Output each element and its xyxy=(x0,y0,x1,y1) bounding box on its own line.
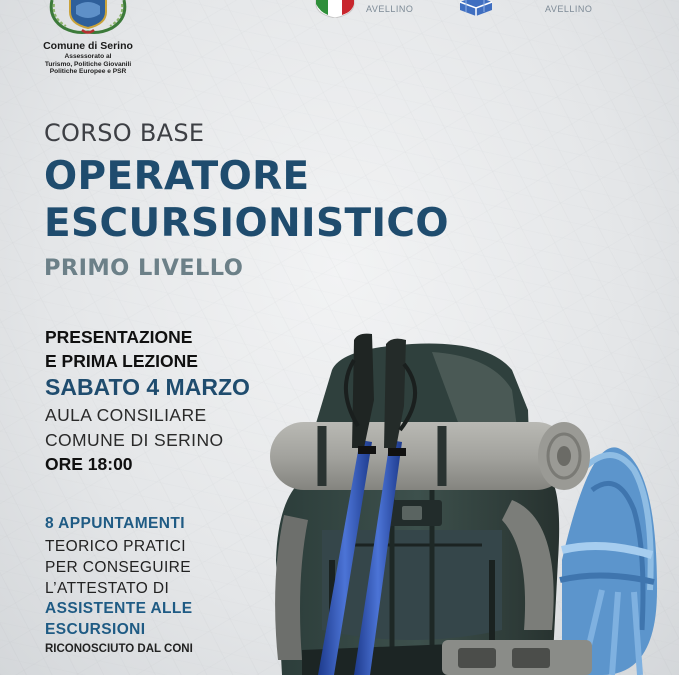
program-line-2: TEORICO PRATICI xyxy=(45,538,186,555)
event-place-1: AULA CONSILIARE xyxy=(45,405,207,425)
event-time: ORE 18:00 xyxy=(45,454,133,474)
backpack xyxy=(275,344,592,675)
comune-crest-logo xyxy=(46,0,130,36)
program-line-6: ESCURSIONI xyxy=(45,621,146,638)
comune-sub-line-1: Assessorato al xyxy=(64,53,112,60)
event-place-2: COMUNE DI SERINO xyxy=(45,430,224,450)
program-line-4: L’ATTESTATO DI xyxy=(45,580,170,597)
comune-sub-line-3: Politiche Europee e PSR xyxy=(49,68,127,76)
backpack-illustration xyxy=(262,330,679,675)
sleeping-mat xyxy=(270,422,590,490)
logo-2-city: AVELLINO xyxy=(545,4,593,14)
logo-1-city: AVELLINO xyxy=(366,4,414,14)
cube-logo xyxy=(456,0,496,18)
course-type: CORSO BASE xyxy=(44,119,205,147)
course-level: PRIMO LIVELLO xyxy=(44,255,244,281)
event-date: SABATO 4 MARZO xyxy=(45,374,250,400)
tricolor-shield-logo xyxy=(314,0,356,18)
comune-sub-line-2: Turismo, Politiche Giovanili xyxy=(44,60,132,68)
program-note: RICONOSCIUTO DAL CONI xyxy=(45,643,193,655)
event-line-2: E PRIMA LEZIONE xyxy=(45,351,198,371)
course-title-line-2: ESCURSIONISTICO xyxy=(44,201,449,246)
comune-subtitle xyxy=(40,53,136,76)
event-line-1: PRESENTAZIONE xyxy=(45,327,193,347)
program-line-1: 8 APPUNTAMENTI xyxy=(45,515,185,532)
program-line-5: ASSISTENTE ALLE xyxy=(45,600,193,617)
program-line-3: PER CONSEGUIRE xyxy=(45,559,191,576)
comune-name: Comune di Serino xyxy=(43,40,133,52)
course-title-line-1: OPERATORE xyxy=(44,154,310,199)
